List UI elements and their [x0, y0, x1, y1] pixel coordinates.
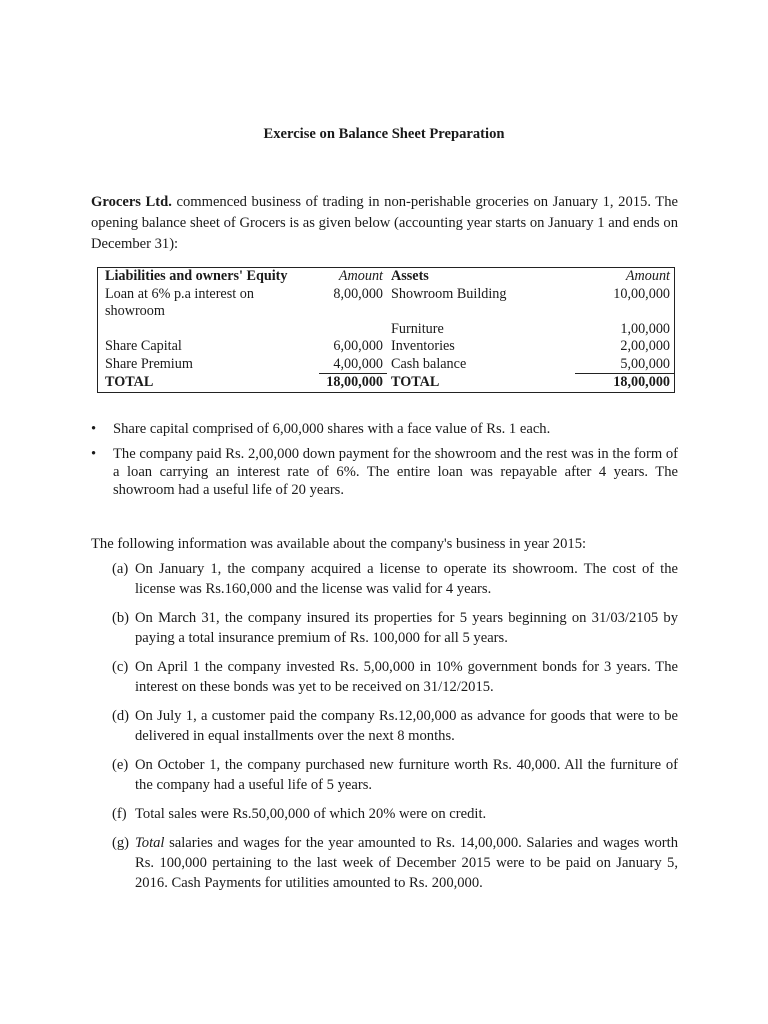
item-label: (c): [112, 659, 129, 675]
header-amount-right: Amount: [625, 268, 670, 284]
item-emphasis: Total: [135, 835, 165, 851]
liability-cell: Share Premium: [105, 355, 193, 372]
asset-cell: Cash balance: [391, 355, 467, 372]
item-text: On April 1 the company invested Rs. 5,00,000 in 10% government bonds for 3 years. The interest on these bonds was yet to be received on 31/12/2015.: [135, 659, 678, 695]
item-text: On October 1, the company purchased new furniture worth Rs. 40,000. All the furniture of the company had a useful life of 5 years.: [135, 757, 678, 793]
header-liabilities: Liabilities and owners' Equity: [105, 268, 288, 284]
asset-amount-cell: 5,00,000: [620, 355, 670, 372]
list-item: [112, 833, 678, 893]
list-item: [112, 706, 678, 746]
item-label: (g): [112, 835, 130, 851]
list-item: [91, 445, 678, 499]
asset-amount-cell: 2,00,000: [620, 338, 670, 354]
liability-amount-cell: 6,00,000: [333, 338, 383, 354]
transactions-list: [112, 559, 678, 902]
item-text: On July 1, a customer paid the company Rs.12,00,000 as advance for goods that were to be delivered in equal installments over the next 8 months.: [135, 708, 678, 744]
asset-amount-cell: 1,00,000: [620, 320, 670, 337]
total-liabilities-label: TOTAL: [105, 373, 154, 390]
table-row: [98, 286, 675, 321]
liability-amount-cell: 4,00,000: [333, 355, 383, 372]
bullet-text: Share capital comprised of 6,00,000 shares with a face value of Rs. 1 each.: [113, 421, 551, 437]
list-item: [112, 559, 678, 599]
table-header-row: [98, 268, 675, 286]
list-item: [91, 420, 678, 438]
item-label: (d): [112, 708, 130, 724]
total-assets-amount: 18,00,000: [575, 374, 675, 393]
table-row: [98, 321, 675, 339]
liability-cell: Share Capital: [105, 338, 182, 354]
item-text: salaries and wages for the year amounted to Rs. 14,00,000. Salaries and wages worth Rs. 100,000 pertaining to the last week of December 2015 were to be paid on January 5, 2016. Cash Payments for utilities amounted to Rs. 200,000.: [135, 835, 678, 891]
asset-cell: Furniture: [391, 320, 444, 337]
liability-amount-cell: 8,00,000: [333, 285, 383, 302]
item-label: (f): [112, 806, 127, 822]
total-assets-label: TOTAL: [391, 373, 440, 390]
opening-balance-sheet-table: [97, 267, 675, 393]
bullet-icon: •: [91, 446, 97, 462]
notes-bullet-list: [91, 420, 678, 506]
list-item: [112, 804, 678, 824]
table-total-row: [98, 374, 675, 393]
table-row: [98, 356, 675, 374]
liability-amount-cell: [319, 321, 387, 339]
item-text: Total sales were Rs.50,00,000 of which 20% were on credit.: [135, 806, 487, 822]
total-liabilities-amount: 18,00,000: [319, 374, 387, 393]
document-title: Exercise on Balance Sheet Preparation: [263, 126, 505, 142]
list-item: [112, 755, 678, 795]
info-lead-sentence: The following information was available about the company's business in year 2015:: [91, 536, 587, 552]
intro-paragraph: [91, 192, 678, 255]
item-text: On January 1, the company acquired a license to operate its showroom. The cost of the license was Rs.160,000 and the license was valid for 4 years.: [135, 561, 678, 597]
bullet-text: The company paid Rs. 2,00,000 down payment for the showroom and the rest was in the form of a loan carrying an interest rate of 6%. The entire loan was repayable after 4 years. The showroom had a useful life of 20 years.: [113, 446, 678, 498]
header-assets: Assets: [391, 268, 429, 284]
item-label: (e): [112, 757, 129, 773]
liability-cell: Loan at 6% p.a interest on showroom: [105, 285, 254, 319]
list-item: [112, 608, 678, 648]
intro-text: commenced business of trading in non-perishable groceries on January 1, 2015. The opening balance sheet of Grocers is as given below (accounting year starts on January 1 and ends on December 31):: [91, 194, 678, 252]
bullet-icon: •: [91, 421, 97, 437]
list-item: [112, 657, 678, 697]
asset-amount-cell: 10,00,000: [613, 285, 670, 302]
item-label: (a): [112, 561, 129, 577]
asset-cell: Inventories: [391, 338, 455, 354]
table-row: [98, 338, 675, 356]
company-name: Grocers Ltd.: [91, 194, 172, 210]
asset-cell: Showroom Building: [391, 285, 507, 302]
liability-cell: [98, 321, 320, 339]
item-text: On March 31, the company insured its properties for 5 years beginning on 31/03/2105 by paying a total insurance premium of Rs. 100,000 for all 5 years.: [135, 610, 678, 646]
header-amount-left: Amount: [338, 268, 383, 284]
item-label: (b): [112, 610, 130, 626]
